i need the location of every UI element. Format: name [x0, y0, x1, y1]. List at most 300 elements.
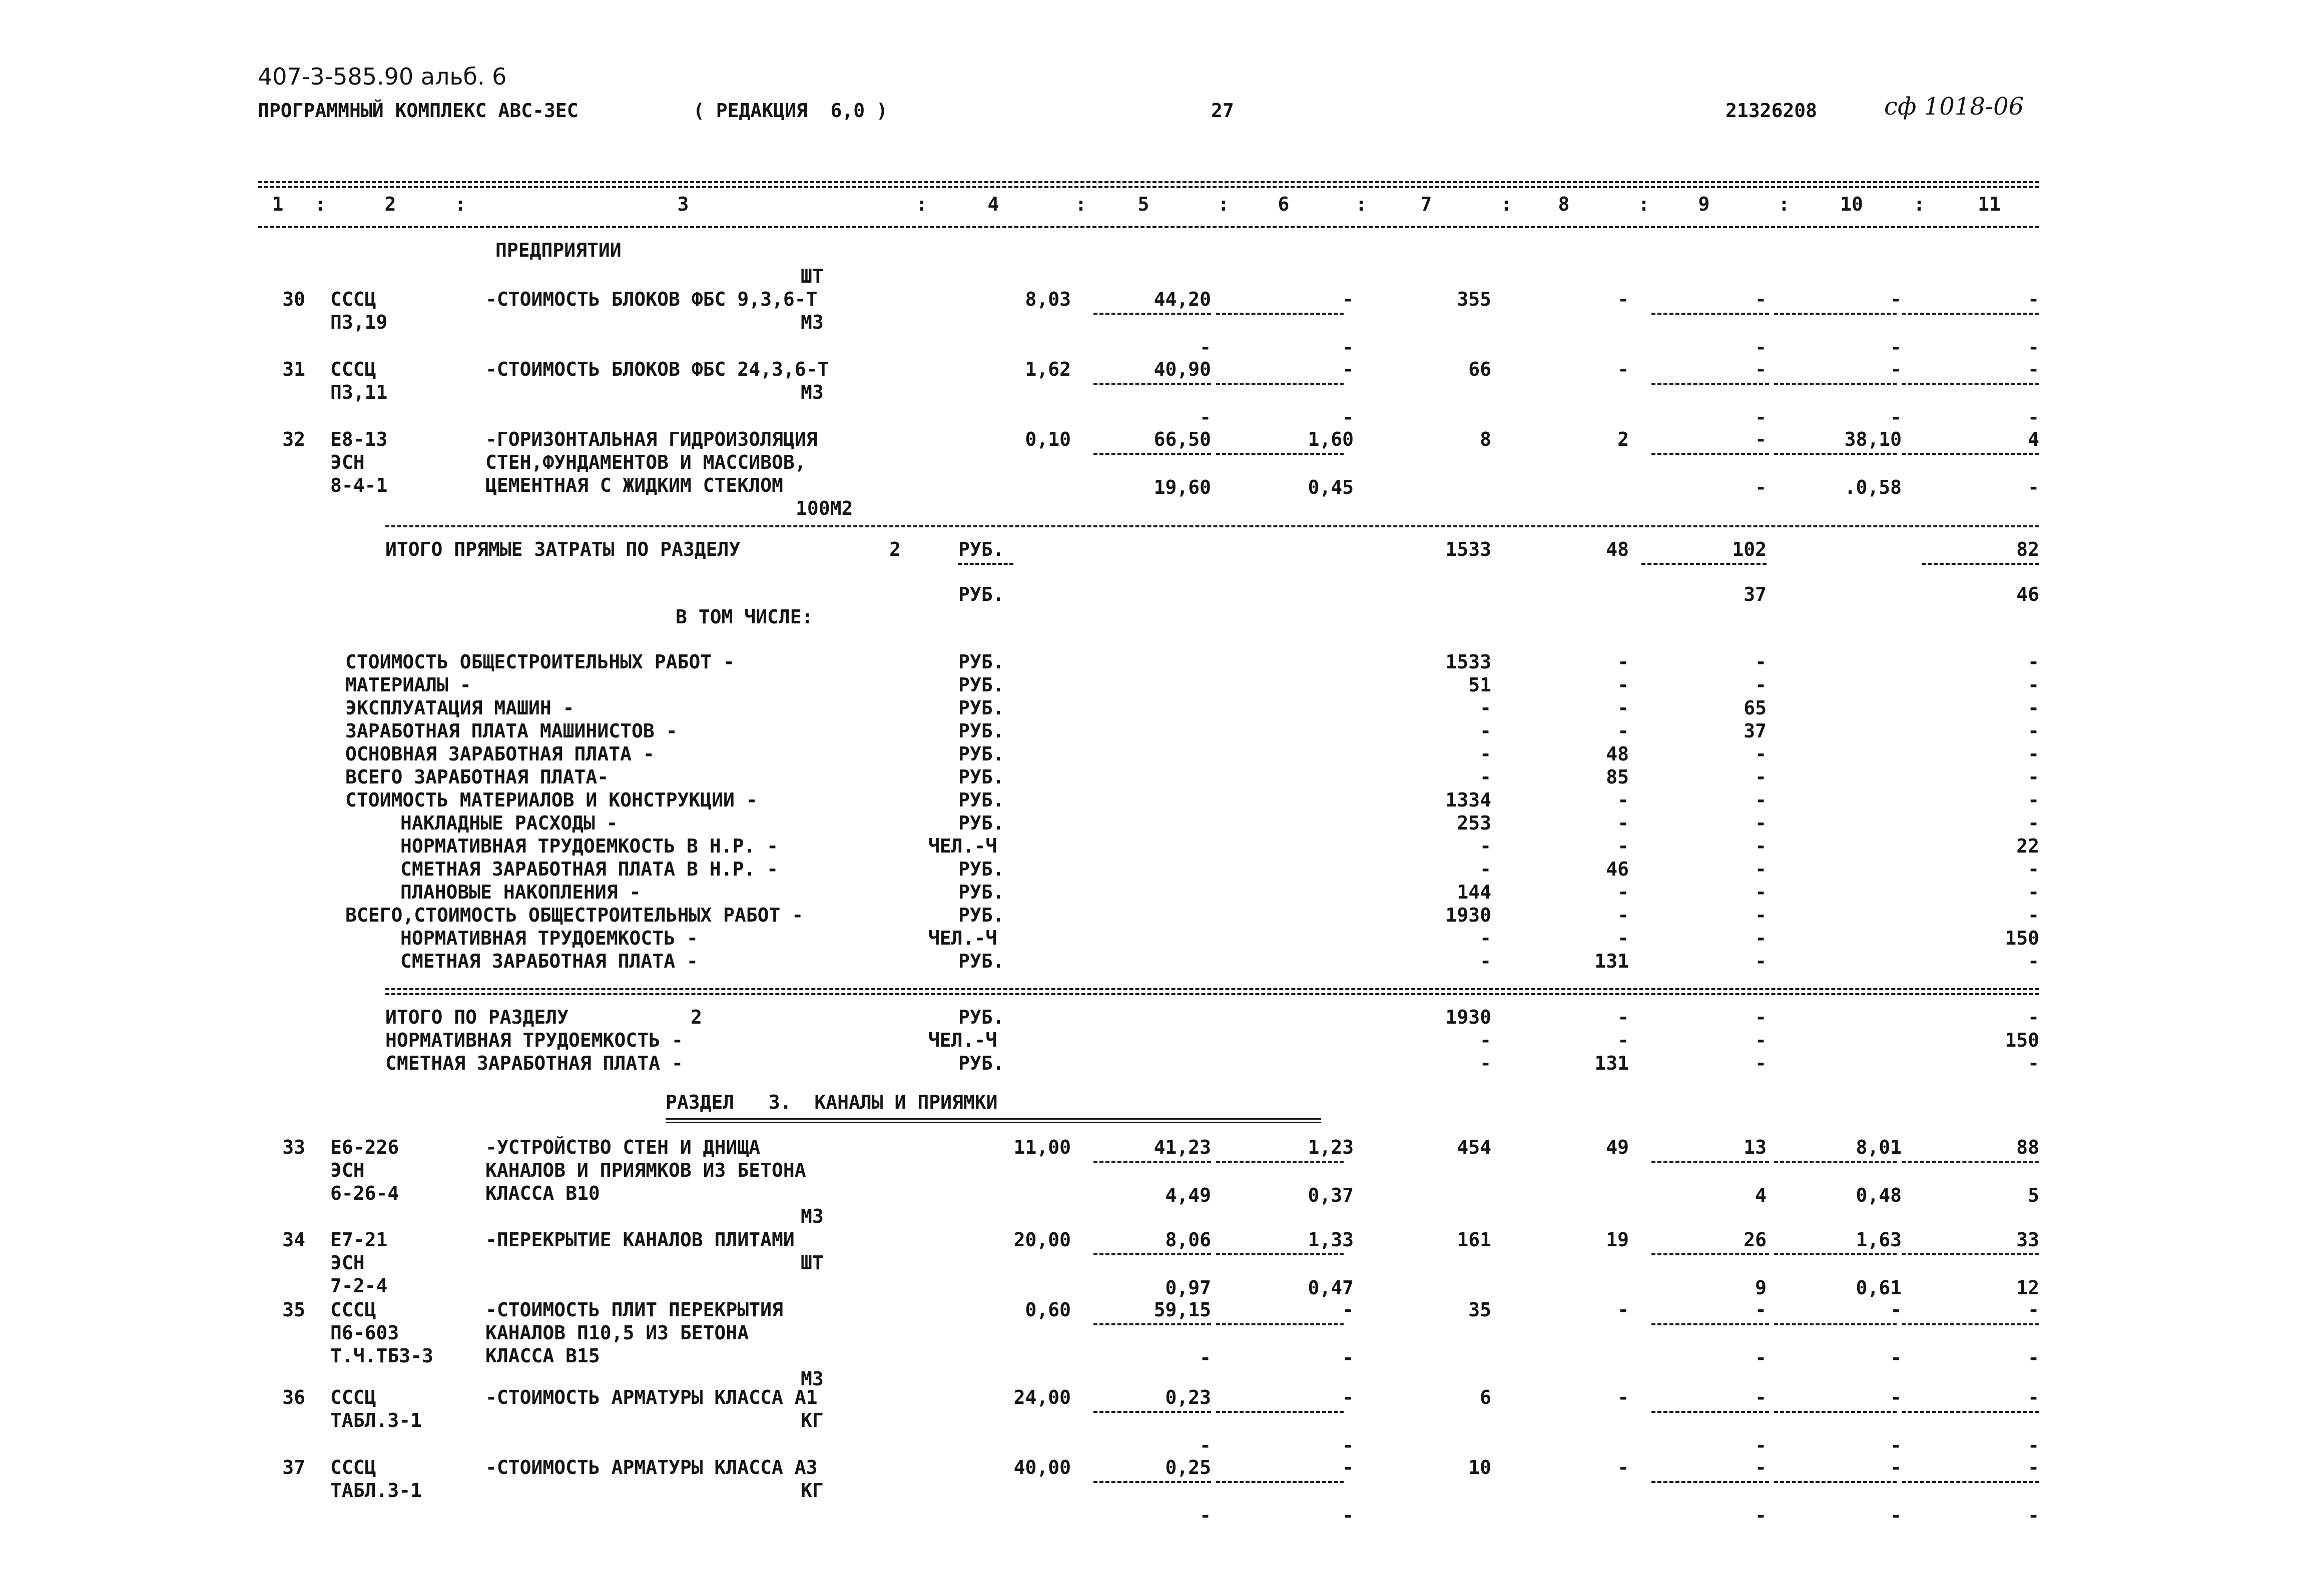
item-number: 33: [282, 1136, 305, 1158]
unit-cost-wages: -: [1342, 1386, 1354, 1408]
item-description: СТЕН,ФУНДАМЕНТОВ И МАССИВОВ,: [485, 451, 806, 473]
summary-machines: -: [1755, 858, 1767, 880]
sub-underline: [1216, 1481, 1344, 1483]
machine-cost: -: [1755, 428, 1767, 450]
sub-underline: [1093, 453, 1211, 455]
summary-cost: -: [1480, 835, 1491, 857]
unit-of-measure: М3: [801, 1368, 824, 1390]
summary-cost: 144: [1457, 881, 1491, 903]
section-total-machines: 102: [1732, 538, 1767, 560]
item-number: 37: [282, 1456, 305, 1478]
summary-unit: ЧЕЛ.-Ч: [928, 835, 997, 857]
summary-wages: -: [1617, 835, 1629, 857]
summary-unit: РУБ.: [958, 766, 1004, 788]
program-title: ПРОГРАММНЫЙ КОМПЛЕКС АВС-3ЕС: [258, 100, 579, 122]
labour-total: -: [2028, 288, 2039, 310]
item-code: СССЦ: [330, 358, 376, 380]
item-code: П3,19: [330, 311, 388, 333]
summary-cost: -: [1480, 743, 1491, 765]
labour-total-lower: -: [2028, 1347, 2039, 1369]
summary-label: СМЕТНАЯ ЗАРАБОТНАЯ ПЛАТА -: [400, 950, 698, 972]
machine-cost-lower: -: [1755, 336, 1767, 358]
summary-labour: 150: [2005, 927, 2039, 949]
item-code: 8-4-1: [330, 474, 388, 496]
column-separator: :: [1355, 193, 1367, 215]
summary-machines: -: [1755, 835, 1767, 857]
summary-label: МАТЕРИАЛЫ -: [345, 674, 471, 696]
sub-underline: [1902, 1411, 2039, 1413]
unit-cost-lower: 19,60: [1154, 476, 1211, 498]
sub-underline: [1902, 383, 2039, 385]
section-total-label: ИТОГО ПРЯМЫЕ ЗАТРАТЫ ПО РАЗДЕЛУ: [385, 538, 741, 560]
labour-unit: -: [1890, 358, 1902, 380]
section-total-unit-2: РУБ.: [958, 583, 1004, 605]
sub-underline: [1774, 1481, 1897, 1483]
column-header-3: 3: [677, 193, 689, 215]
unit-cost-lower: -: [1200, 336, 1211, 358]
unit-of-measure: ШТ: [801, 1252, 824, 1274]
machine-cost: -: [1755, 288, 1767, 310]
labour-total-lower: -: [2028, 336, 2039, 358]
section-result-label: НОРМАТИВНАЯ ТРУДОЕМКОСТЬ -: [385, 1029, 683, 1051]
summary-label: НОРМАТИВНАЯ ТРУДОЕМКОСТЬ В Н.Р. -: [400, 835, 778, 857]
unit-of-measure: КГ: [801, 1409, 824, 1431]
summary-wages: -: [1617, 881, 1629, 903]
item-code: СССЦ: [330, 288, 376, 310]
summary-cost: -: [1480, 950, 1491, 972]
sub-underline: [1651, 1253, 1769, 1255]
summary-label: ЭКСПЛУАТАЦИЯ МАШИН -: [345, 697, 574, 719]
section-result-unit: РУБ.: [958, 1052, 1004, 1074]
section-3-title: РАЗДЕЛ 3. КАНАЛЫ И ПРИЯМКИ: [666, 1091, 998, 1113]
labour-unit: -: [1890, 1299, 1902, 1321]
labour-unit-lower: -: [1890, 336, 1902, 358]
machine-cost: 13: [1744, 1136, 1767, 1158]
summary-machines: -: [1755, 743, 1767, 765]
labour-unit: 38,10: [1844, 428, 1902, 450]
unit-cost-wages-lower: 0,45: [1308, 476, 1354, 498]
machine-cost: -: [1755, 358, 1767, 380]
quantity: 24,00: [1013, 1386, 1071, 1408]
labour-unit-lower: .0,58: [1844, 476, 1902, 498]
section-total-machine-wages: 37: [1744, 583, 1767, 605]
summary-cost: 51: [1468, 674, 1491, 696]
column-separator: :: [1913, 193, 1925, 215]
column-header-6: 6: [1278, 193, 1290, 215]
item-description: -СТОИМОСТЬ АРМАТУРЫ КЛАССА А1: [485, 1386, 818, 1408]
summary-label: НОРМАТИВНАЯ ТРУДОЕМКОСТЬ -: [400, 927, 698, 949]
summary-machines: -: [1755, 789, 1767, 811]
unit-cost: 8,06: [1165, 1229, 1211, 1251]
summary-labour: -: [2028, 789, 2039, 811]
labour-unit: -: [1890, 1386, 1902, 1408]
summary-machines: 65: [1744, 697, 1767, 719]
item-number: 34: [282, 1229, 305, 1251]
section-result-cost: -: [1480, 1052, 1491, 1074]
sub-underline: [1216, 1161, 1344, 1163]
total-cost: 10: [1468, 1456, 1491, 1478]
labour-total-lower: 5: [2028, 1184, 2039, 1206]
summary-machines: -: [1755, 950, 1767, 972]
summary-labour: -: [2028, 904, 2039, 926]
summary-unit: РУБ.: [958, 720, 1004, 742]
unit-cost-wages: -: [1342, 358, 1354, 380]
summary-wages: 46: [1606, 858, 1629, 880]
summary-unit: РУБ.: [958, 812, 1004, 834]
table-top-rule: [258, 181, 2039, 183]
summary-machines: -: [1755, 881, 1767, 903]
sub-underline: [1093, 1323, 1211, 1325]
unit-cost-wages: -: [1342, 288, 1354, 310]
total-wages: 19: [1606, 1229, 1629, 1251]
summary-label: ВСЕГО ЗАРАБОТНАЯ ПЛАТА-: [345, 766, 609, 788]
labour-total: 4: [2028, 428, 2039, 450]
summary-machines: -: [1755, 904, 1767, 926]
total-cost: 8: [1480, 428, 1491, 450]
column-header-11: 11: [1978, 193, 2001, 215]
sub-underline: [1774, 383, 1897, 385]
summary-label: СТОИМОСТЬ МАТЕРИАЛОВ И КОНСТРУКЦИИ -: [345, 789, 758, 811]
item-code: СССЦ: [330, 1299, 376, 1321]
sub-underline: [1774, 1411, 1897, 1413]
section-result-machines: -: [1755, 1052, 1767, 1074]
summary-label: ЗАРАБОТНАЯ ПЛАТА МАШИНИСТОВ -: [345, 720, 678, 742]
item-description: КЛАССА В10: [485, 1182, 600, 1204]
labour-unit-lower: -: [1890, 1434, 1902, 1456]
section-result-unit: РУБ.: [958, 1006, 1004, 1028]
summary-unit: РУБ.: [958, 789, 1004, 811]
summary-labour: -: [2028, 881, 2039, 903]
total-cost: 355: [1457, 288, 1491, 310]
sub-underline: [1902, 313, 2039, 315]
section-result-label: СМЕТНАЯ ЗАРАБОТНАЯ ПЛАТА -: [385, 1052, 683, 1074]
quantity: 0,10: [1025, 428, 1071, 450]
section-result-labour: -: [2028, 1006, 2039, 1028]
column-separator: :: [1778, 193, 1790, 215]
summary-cost: -: [1480, 720, 1491, 742]
summary-wages: -: [1617, 927, 1629, 949]
section-result-cost: -: [1480, 1029, 1491, 1051]
summary-label: ВСЕГО,СТОИМОСТЬ ОБЩЕСТРОИТЕЛЬНЫХ РАБОТ -: [345, 904, 804, 926]
total-wages: -: [1617, 1456, 1629, 1478]
summary-label: ОСНОВНАЯ ЗАРАБОТНАЯ ПЛАТА -: [345, 743, 655, 765]
unit-cost-wages-lower: -: [1342, 336, 1354, 358]
unit-of-measure: М3: [801, 381, 824, 403]
summary-cost: 1533: [1445, 651, 1491, 673]
labour-unit-lower: 0,48: [1856, 1184, 1902, 1206]
item-code: ЭСН: [330, 451, 365, 473]
summary-unit: РУБ.: [958, 743, 1004, 765]
item-description: -ПЕРЕКРЫТИЕ КАНАЛОВ ПЛИТАМИ: [485, 1229, 795, 1251]
column-separator: :: [314, 193, 326, 215]
section-result-wages: -: [1617, 1006, 1629, 1028]
unit-cost: 44,20: [1154, 288, 1211, 310]
unit-cost: 41,23: [1154, 1136, 1211, 1158]
section-title-underline: [666, 1118, 1321, 1123]
summary-labour: -: [2028, 651, 2039, 673]
unit-cost-wages-lower: 0,37: [1308, 1184, 1354, 1206]
column-separator: :: [1500, 193, 1512, 215]
labour-total: -: [2028, 358, 2039, 380]
sub-underline: [1216, 383, 1344, 385]
unit-cost-wages: -: [1342, 1299, 1354, 1321]
item-code: Е7-21: [330, 1229, 388, 1251]
column-header-10: 10: [1840, 193, 1863, 215]
section-result-labour: -: [2028, 1052, 2039, 1074]
sub-underline: [1651, 1481, 1769, 1483]
machine-cost-lower: -: [1755, 1504, 1767, 1526]
sub-underline: [1922, 563, 2039, 565]
sub-underline: [1093, 1481, 1211, 1483]
sub-underline: [1651, 383, 1769, 385]
quantity: 40,00: [1013, 1456, 1071, 1478]
total-cost: 66: [1468, 358, 1491, 380]
total-wages: -: [1617, 1299, 1629, 1321]
labour-unit: -: [1890, 288, 1902, 310]
item-description: -СТОИМОСТЬ ПЛИТ ПЕРЕКРЫТИЯ: [485, 1299, 783, 1321]
machine-cost: 26: [1744, 1229, 1767, 1251]
unit-of-measure: КГ: [801, 1479, 824, 1501]
unit-underline: [958, 563, 1013, 565]
labour-total-lower: -: [2028, 1504, 2039, 1526]
unit-cost-wages-lower: -: [1342, 406, 1354, 428]
item-number: 30: [282, 288, 305, 310]
labour-unit-lower: -: [1890, 406, 1902, 428]
machine-cost-lower: 9: [1755, 1277, 1767, 1299]
column-separator: :: [916, 193, 928, 215]
section-result-number: 2: [691, 1006, 702, 1028]
labour-total: -: [2028, 1299, 2039, 1321]
summary-cost: -: [1480, 858, 1491, 880]
item-description: КЛАССА В15: [485, 1345, 600, 1367]
labour-unit-lower: -: [1890, 1504, 1902, 1526]
unit-cost-lower: -: [1200, 1504, 1211, 1526]
sub-underline: [1216, 1253, 1344, 1255]
item-code: Т.Ч.ТБ3-3: [330, 1345, 433, 1367]
labour-total: 88: [2016, 1136, 2039, 1158]
item-code: Е8-13: [330, 428, 388, 450]
item-code: ТАБЛ.3-1: [330, 1479, 422, 1501]
quantity: 11,00: [1013, 1136, 1071, 1158]
column-header-4: 4: [987, 193, 999, 215]
sub-underline: [1902, 1253, 2039, 1255]
machine-cost: -: [1755, 1456, 1767, 1478]
summary-wages: 85: [1606, 766, 1629, 788]
item-code: СССЦ: [330, 1386, 376, 1408]
sub-underline: [1641, 563, 1767, 565]
sub-underline: [1216, 453, 1344, 455]
summary-unit: ЧЕЛ.-Ч: [928, 927, 997, 949]
summary-cost: -: [1480, 766, 1491, 788]
unit-cost-lower: -: [1200, 406, 1211, 428]
unit-cost-wages: -: [1342, 1456, 1354, 1478]
unit-cost: 59,15: [1154, 1299, 1211, 1321]
unit-cost-wages-lower: 0,47: [1308, 1277, 1354, 1299]
summary-labour: -: [2028, 950, 2039, 972]
unit-above: ШТ: [801, 265, 824, 287]
summary-labour: -: [2028, 674, 2039, 696]
column-header-5: 5: [1137, 193, 1149, 215]
sub-underline: [1774, 1323, 1897, 1325]
quantity: 8,03: [1025, 288, 1071, 310]
summary-cost: 1930: [1445, 904, 1491, 926]
total-wages: -: [1617, 288, 1629, 310]
quantity: 1,62: [1025, 358, 1071, 380]
machine-cost-lower: -: [1755, 406, 1767, 428]
total-cost: 35: [1468, 1299, 1491, 1321]
total-wages: 2: [1617, 428, 1629, 450]
page-number: 27: [1211, 100, 1234, 122]
sub-underline: [1651, 1411, 1769, 1413]
unit-cost-lower: -: [1200, 1434, 1211, 1456]
summary-machines: -: [1755, 674, 1767, 696]
sub-underline: [1774, 1161, 1897, 1163]
unit-cost-lower: -: [1200, 1347, 1211, 1369]
unit-cost-wages-lower: -: [1342, 1504, 1354, 1526]
labour-unit: -: [1890, 1456, 1902, 1478]
sub-underline: [1093, 1161, 1211, 1163]
item-description: -СТОИМОСТЬ БЛОКОВ ФБС 9,3,6-Т: [485, 288, 818, 310]
column-header-7: 7: [1420, 193, 1432, 215]
labour-unit-lower: 0,61: [1856, 1277, 1902, 1299]
section-total-labour: 82: [2016, 538, 2039, 560]
summary-wages: 131: [1594, 950, 1629, 972]
sub-underline: [1774, 453, 1897, 455]
sub-underline: [1651, 453, 1769, 455]
unit-of-measure: М3: [801, 1205, 824, 1227]
unit-cost-wages-lower: -: [1342, 1347, 1354, 1369]
summary-machines: 37: [1744, 720, 1767, 742]
sub-underline: [1651, 1323, 1769, 1325]
summary-wages: -: [1617, 720, 1629, 742]
section-end-rule: [385, 988, 2039, 990]
unit-cost-wages: 1,23: [1308, 1136, 1354, 1158]
summary-wages: -: [1617, 697, 1629, 719]
column-separator: :: [1638, 193, 1650, 215]
summary-labour: -: [2028, 697, 2039, 719]
unit-of-measure: М3: [801, 311, 824, 333]
summary-cost: 253: [1457, 812, 1491, 834]
machine-cost-lower: -: [1755, 476, 1767, 498]
summary-unit: РУБ.: [958, 674, 1004, 696]
document-code: 21326208: [1725, 100, 1818, 122]
machine-cost-lower: 4: [1755, 1184, 1767, 1206]
item-description: КАНАЛОВ П10,5 ИЗ БЕТОНА: [485, 1322, 749, 1344]
item-description: КАНАЛОВ И ПРИЯМКОВ ИЗ БЕТОНА: [485, 1159, 806, 1181]
labour-unit-lower: -: [1890, 1347, 1902, 1369]
unit-cost: 0,23: [1165, 1386, 1211, 1408]
sub-underline: [1774, 1253, 1897, 1255]
item-number: 35: [282, 1299, 305, 1321]
summary-unit: РУБ.: [958, 950, 1004, 972]
section-rule: [385, 525, 2039, 527]
column-separator: :: [1218, 193, 1230, 215]
summary-wages: -: [1617, 651, 1629, 673]
column-header-8: 8: [1558, 193, 1570, 215]
summary-wages: -: [1617, 904, 1629, 926]
quantity: 0,60: [1025, 1299, 1071, 1321]
sub-underline: [1093, 1411, 1211, 1413]
labour-unit: 8,01: [1856, 1136, 1902, 1158]
summary-wages: -: [1617, 812, 1629, 834]
unit-cost-lower: 4,49: [1165, 1184, 1211, 1206]
item-code: 7-2-4: [330, 1275, 388, 1297]
total-wages: -: [1617, 1386, 1629, 1408]
section-total-unit: РУБ.: [958, 538, 1004, 560]
summary-label: ПЛАНОВЫЕ НАКОПЛЕНИЯ -: [400, 881, 641, 903]
handwritten-stamp: сф 1018-06: [1884, 93, 2024, 121]
item-description: -ГОРИЗОНТАЛЬНАЯ ГИДРОИЗОЛЯЦИЯ: [485, 428, 818, 450]
item-description: -СТОИМОСТЬ БЛОКОВ ФБС 24,3,6-Т: [485, 358, 829, 380]
sub-underline: [1774, 313, 1897, 315]
summary-unit: РУБ.: [958, 904, 1004, 926]
column-separator: :: [1075, 193, 1087, 215]
summary-label: СМЕТНАЯ ЗАРАБОТНАЯ ПЛАТА В Н.Р. -: [400, 858, 778, 880]
summary-labour: -: [2028, 720, 2039, 742]
machine-cost-lower: -: [1755, 1434, 1767, 1456]
item-code: П3,11: [330, 381, 388, 403]
album-code: 407-3-585.90 альб. 6: [258, 63, 507, 90]
summary-label: СТОИМОСТЬ ОБЩЕСТРОИТЕЛЬНЫХ РАБОТ -: [345, 651, 735, 673]
column-separator: :: [454, 193, 466, 215]
sub-underline: [1093, 313, 1211, 315]
section-total-cost: 1533: [1445, 538, 1491, 560]
item-description: -УСТРОЙСТВО СТЕН И ДНИЩА: [485, 1136, 761, 1158]
labour-total-lower: -: [2028, 1434, 2039, 1456]
section-result-wages: -: [1617, 1029, 1629, 1051]
summary-unit: РУБ.: [958, 651, 1004, 673]
unit-cost-wages-lower: -: [1342, 1434, 1354, 1456]
sub-underline: [1902, 1161, 2039, 1163]
labour-total: 33: [2016, 1229, 2039, 1251]
column-header-9: 9: [1698, 193, 1710, 215]
edition-label: ( РЕДАКЦИЯ 6,0 ): [693, 100, 888, 122]
summary-cost: -: [1480, 927, 1491, 949]
item-description: -СТОИМОСТЬ АРМАТУРЫ КЛАССА А3: [485, 1456, 818, 1478]
machine-cost-lower: -: [1755, 1347, 1767, 1369]
including-label: В ТОМ ЧИСЛЕ:: [676, 606, 813, 628]
summary-machines: -: [1755, 812, 1767, 834]
labour-unit: 1,63: [1856, 1229, 1902, 1251]
labour-total: -: [2028, 1386, 2039, 1408]
machine-cost: -: [1755, 1386, 1767, 1408]
summary-cost: 1334: [1445, 789, 1491, 811]
item-code: ТАБЛ.3-1: [330, 1409, 422, 1431]
total-wages: 49: [1606, 1136, 1629, 1158]
unit-cost: 66,50: [1154, 428, 1211, 450]
unit-cost-wages: 1,33: [1308, 1229, 1354, 1251]
summary-machines: -: [1755, 927, 1767, 949]
item-code: 6-26-4: [330, 1182, 399, 1204]
section-result-machines: -: [1755, 1006, 1767, 1028]
summary-unit: РУБ.: [958, 881, 1004, 903]
item-number: 31: [282, 358, 305, 380]
section-number: 2: [889, 538, 901, 560]
labour-total: -: [2028, 1456, 2039, 1478]
quantity: 20,00: [1013, 1229, 1071, 1251]
unit-cost-wages: 1,60: [1308, 428, 1354, 450]
sub-underline: [1216, 1411, 1344, 1413]
sub-underline: [1651, 1161, 1769, 1163]
summary-labour: -: [2028, 766, 2039, 788]
summary-cost: -: [1480, 697, 1491, 719]
continued-section-title: ПРЕДПРИЯТИИ: [495, 239, 622, 261]
sub-underline: [1216, 313, 1344, 315]
total-cost: 454: [1457, 1136, 1491, 1158]
item-code: Е6-226: [330, 1136, 399, 1158]
labour-total-lower: -: [2028, 406, 2039, 428]
item-code: П6-603: [330, 1322, 399, 1344]
